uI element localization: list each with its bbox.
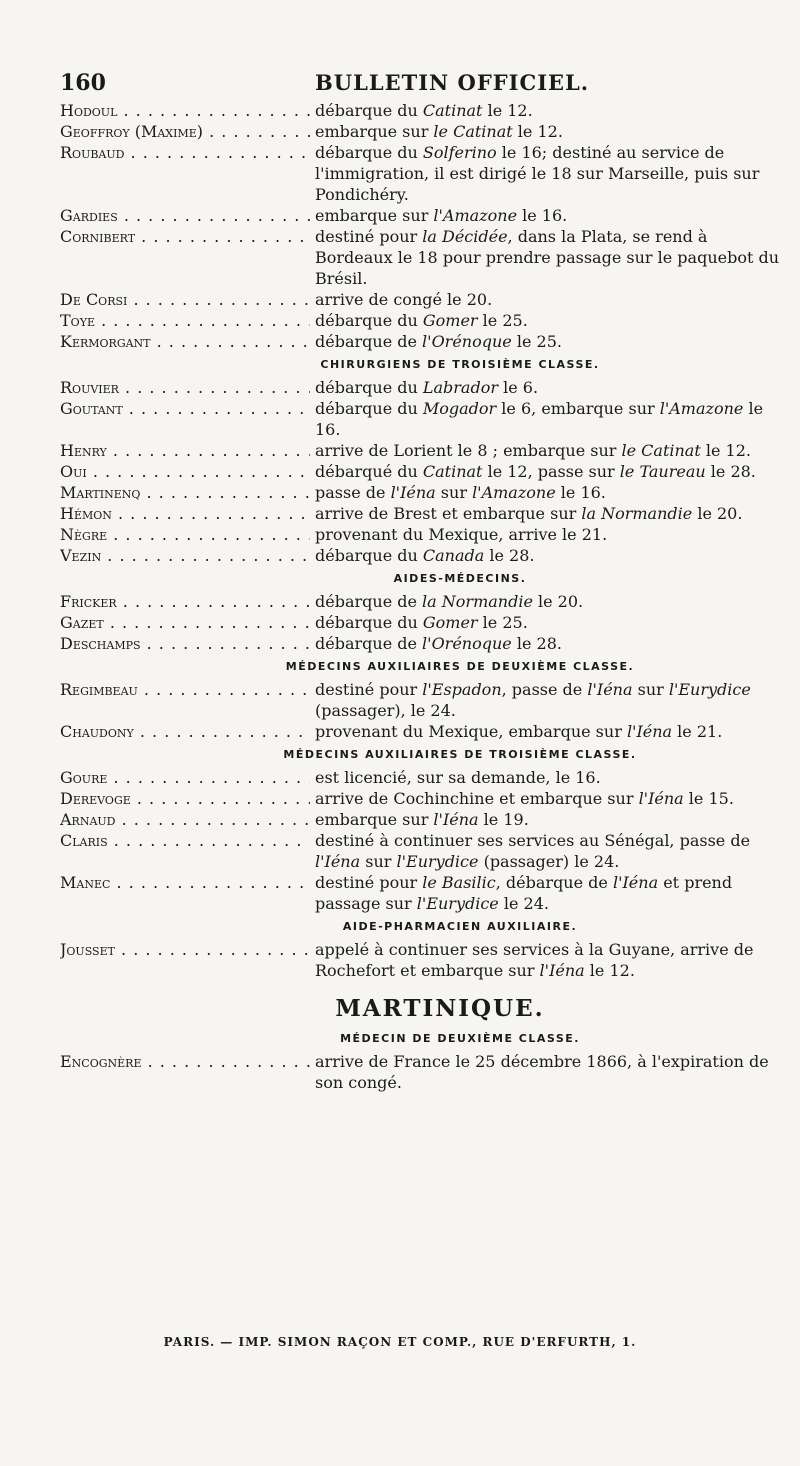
entry-description: débarque du Labrador le 6. <box>315 378 539 397</box>
entry-row <box>60 524 780 545</box>
entry-description: débarque de l'Orénoque le 25. <box>315 332 562 351</box>
entry-row <box>60 721 780 742</box>
person-name: De Corsi . . . <box>60 289 310 310</box>
entry-row <box>60 226 780 289</box>
person-name: Gazet . . . <box>60 612 310 633</box>
person-name: Arnaud . . . <box>60 809 310 830</box>
entry-row <box>60 809 780 830</box>
entry-description: arrive de Brest et embarque sur la Normandie le 20. <box>315 504 743 523</box>
entry-description: destiné à continuer ses services au Sénégal, passe de l'Iéna sur l'Eurydice (passager) le 24. <box>315 831 751 871</box>
person-name: Cornibert . . . <box>60 226 310 247</box>
entry-description: débarque du Canada le 28. <box>315 546 535 565</box>
entry-row <box>60 679 780 721</box>
entry-description: embarque sur l'Iéna le 19. <box>315 810 529 829</box>
entry-description: arrive de France le 25 décembre 1866, à l'expiration de son congé. <box>315 1052 769 1092</box>
person-name: Toye . . . <box>60 310 310 331</box>
entry-row <box>60 633 780 654</box>
person-name: Hémon . . . <box>60 503 310 524</box>
entry-row <box>60 503 780 524</box>
entry-row <box>60 788 780 809</box>
entry-description: débarque du Gomer le 25. <box>315 311 528 330</box>
entry-row <box>60 872 780 914</box>
person-name: Jousset . . . <box>60 939 310 960</box>
running-title: BULLETIN OFFICIEL. <box>315 70 590 95</box>
person-name: Henry . . . <box>60 440 310 461</box>
colony-heading: MARTINIQUE. <box>335 995 545 1022</box>
person-name: Vezin . . . <box>60 545 310 566</box>
person-name: Manec . . . <box>60 872 310 893</box>
entry-description: provenant du Mexique, arrive le 21. <box>315 525 608 544</box>
person-name: Derevoge . . . <box>60 788 310 809</box>
entry-description: destiné pour l'Espadon, passe de l'Iéna sur l'Eurydice (passager), le 24. <box>315 680 751 720</box>
person-name: Fricker . . . <box>60 591 310 612</box>
person-name: Nègre . . . <box>60 524 310 545</box>
page-header <box>60 70 740 100</box>
entry-row <box>60 377 780 398</box>
entry-description: provenant du Mexique, embarque sur l'Iéna le 21. <box>315 722 723 741</box>
person-name: Martinenq . . . <box>60 482 310 503</box>
person-name: Rouvier . . . <box>60 377 310 398</box>
section-heading: AIDES-MÉDECINS. <box>393 572 527 585</box>
printer-imprint: PARIS. — IMP. SIMON RAÇON ET COMP., RUE D'ERFURTH, 1. <box>163 1335 637 1349</box>
entry-row <box>60 830 780 872</box>
entry-row <box>60 440 780 461</box>
entry-row <box>60 100 780 121</box>
entry-description: débarque de l'Orénoque le 28. <box>315 634 562 653</box>
entry-description: arrive de Cochinchine et embarque sur l'Iéna le 15. <box>315 789 734 808</box>
page-number: 160 <box>60 70 106 96</box>
person-name: Goure . . . <box>60 767 310 788</box>
entry-description: arrive de congé le 20. <box>315 290 493 309</box>
entry-row <box>60 121 780 142</box>
entry-row <box>60 1051 780 1093</box>
entry-row <box>60 939 780 981</box>
entry-row <box>60 767 780 788</box>
entry-description: débarque de la Normandie le 20. <box>315 592 584 611</box>
person-name: Chaudony . . . <box>60 721 310 742</box>
person-name: Encognère . . . <box>60 1051 310 1072</box>
person-name: Geoffroy (Maxime) . . . <box>60 121 310 142</box>
entry-row <box>60 331 780 352</box>
entry-description: débarque du Catinat le 12. <box>315 101 533 120</box>
person-name: Kermorgant . . . <box>60 331 310 352</box>
entry-description: débarque du Mogador le 6, embarque sur l'Amazone le 16. <box>315 399 764 439</box>
entry-row <box>60 612 780 633</box>
entry-description: est licencié, sur sa demande, le 16. <box>315 768 601 787</box>
entry-row <box>60 461 780 482</box>
entry-row <box>60 205 780 226</box>
document-body <box>60 100 780 1093</box>
section-heading: AIDE-PHARMACIEN AUXILIAIRE. <box>342 920 578 933</box>
person-name: Oui . . . <box>60 461 310 482</box>
entry-row <box>60 142 780 205</box>
entry-description: destiné pour le Basilic, débarque de l'Iéna et prend passage sur l'Eurydice le 24. <box>315 873 733 913</box>
entry-row <box>60 398 780 440</box>
entry-description: embarque sur l'Amazone le 16. <box>315 206 568 225</box>
entry-row <box>60 591 780 612</box>
section-heading: MÉDECINS AUXILIAIRES DE TROISIÈME CLASSE. <box>283 748 637 761</box>
person-name: Deschamps . . . <box>60 633 310 654</box>
entry-description: destiné pour la Décidée, dans la Plata, se rend à Bordeaux le 18 pour prendre passage sur le paquebot du Brésil. <box>315 227 780 288</box>
section-heading: MÉDECIN DE DEUXIÈME CLASSE. <box>340 1032 580 1045</box>
entry-row <box>60 289 780 310</box>
section-heading: CHIRURGIENS DE TROISIÈME CLASSE. <box>320 358 600 371</box>
person-name: Regimbeau . . . <box>60 679 310 700</box>
entry-description: passe de l'Iéna sur l'Amazone le 16. <box>315 483 606 502</box>
entry-description: appelé à continuer ses services à la Guyane, arrive de Rochefort et embarque sur l'Iéna le 12. <box>315 940 754 980</box>
entry-description: embarque sur le Catinat le 12. <box>315 122 563 141</box>
entry-row <box>60 545 780 566</box>
entry-row <box>60 482 780 503</box>
person-name: Claris . . . <box>60 830 310 851</box>
person-name: Gardies . . . <box>60 205 310 226</box>
entry-description: arrive de Lorient le 8 ; embarque sur le Catinat le 12. <box>315 441 751 460</box>
entry-description: débarqué du Catinat le 12, passe sur le Taureau le 28. <box>315 462 756 481</box>
person-name: Hodoul . . . <box>60 100 310 121</box>
person-name: Roubaud . . . <box>60 142 310 163</box>
person-name: Goutant . . . <box>60 398 310 419</box>
entry-row <box>60 310 780 331</box>
entry-description: débarque du Gomer le 25. <box>315 613 528 632</box>
section-heading: MÉDECINS AUXILIAIRES DE DEUXIÈME CLASSE. <box>285 660 635 673</box>
entry-description: débarque du Solferino le 16; destiné au service de l'immigration, il est dirigé le 18 sur Marseille, puis sur Pondichéry. <box>315 143 760 204</box>
